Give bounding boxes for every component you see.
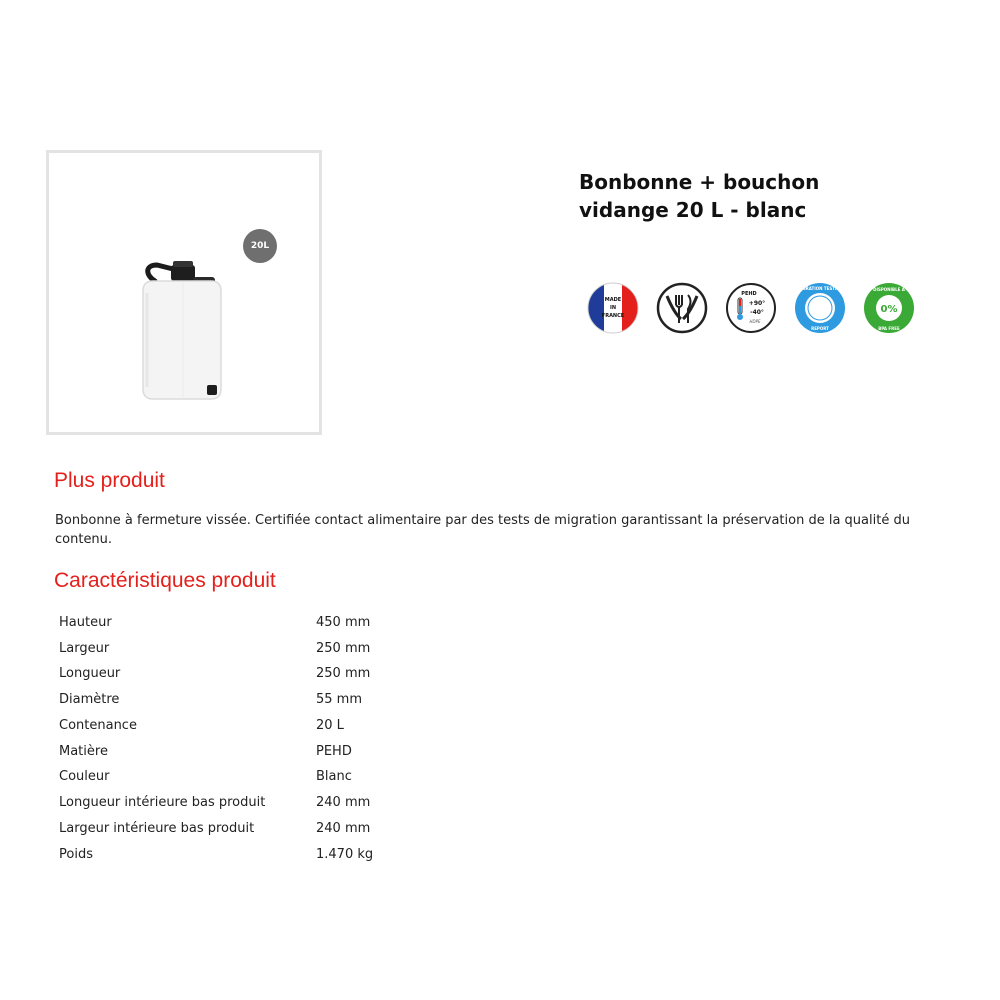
spec-row [59, 847, 459, 867]
migration-testing-icon [793, 281, 847, 335]
spec-row [59, 692, 459, 712]
title-line-1: Bonbonne + bouchon [579, 170, 820, 194]
product-image-frame[interactable] [46, 150, 322, 435]
spec-value: 450 mm [316, 615, 371, 630]
svg-text:+90°: +90° [748, 300, 766, 307]
spec-label: Poids [59, 847, 93, 862]
jerrycan-handle [148, 265, 173, 281]
spec-label: Longueur [59, 666, 121, 681]
drain-plug [207, 385, 217, 395]
spec-label: Diamètre [59, 692, 120, 707]
specs-heading: Caractéristiques produit [54, 569, 276, 592]
jerrycan-image [127, 261, 247, 421]
svg-text:-40°: -40° [750, 309, 764, 316]
spec-value: PEHD [316, 744, 352, 759]
spec-row [59, 769, 459, 789]
spec-value: Blanc [316, 769, 352, 784]
spec-row [59, 615, 459, 635]
plus-produit-heading: Plus produit [54, 469, 165, 492]
svg-text:MADE: MADE [604, 297, 622, 303]
spec-row [59, 666, 459, 686]
svg-text:0%: 0% [880, 304, 898, 315]
title-line-2: vidange 20 L - blanc [579, 198, 807, 222]
capacity-badge: 20L [243, 229, 277, 263]
spec-row [59, 718, 459, 738]
spec-value: 240 mm [316, 821, 371, 836]
spec-value: 20 L [316, 718, 344, 733]
food-contact-icon [655, 281, 709, 335]
spec-label: Largeur intérieure bas produit [59, 821, 255, 836]
spec-label: Couleur [59, 769, 110, 784]
spec-label: Matière [59, 744, 108, 759]
spec-value: 250 mm [316, 666, 371, 681]
svg-text:BPA FREE: BPA FREE [878, 326, 900, 331]
product-title [579, 168, 899, 224]
bpa-free-icon [862, 281, 916, 335]
spec-row [59, 641, 459, 661]
spec-row [59, 744, 459, 764]
spec-value: 1.470 kg [316, 847, 374, 862]
spec-label: Hauteur [59, 615, 112, 630]
spec-row [59, 795, 459, 815]
svg-text:IN: IN [609, 305, 617, 311]
spec-label: Largeur [59, 641, 110, 656]
spec-value: 250 mm [316, 641, 371, 656]
spec-row [59, 821, 459, 841]
jerrycan-cap [171, 265, 195, 281]
svg-text:DISPONIBLE A: DISPONIBLE A [873, 287, 905, 292]
spec-label: Longueur intérieure bas produit [59, 795, 266, 810]
made-in-france-icon [586, 281, 640, 335]
svg-text:PEHD: PEHD [741, 291, 757, 297]
jerrycan-body [143, 281, 221, 399]
svg-text:REPORT: REPORT [811, 326, 829, 331]
temperature-pehd-icon [724, 281, 778, 335]
svg-text:FRANCE: FRANCE [601, 313, 625, 319]
spec-label: Contenance [59, 718, 137, 733]
product-description: Bonbonne à fermeture vissée. Certifiée contact alimentaire par des tests de migration garantissant la préservation de la qualité du contenu. [55, 513, 910, 547]
svg-text:MIGRATION TESTING: MIGRATION TESTING [796, 286, 844, 291]
spec-value: 55 mm [316, 692, 363, 707]
spec-value: 240 mm [316, 795, 371, 810]
svg-text:HDPE: HDPE [749, 319, 761, 324]
